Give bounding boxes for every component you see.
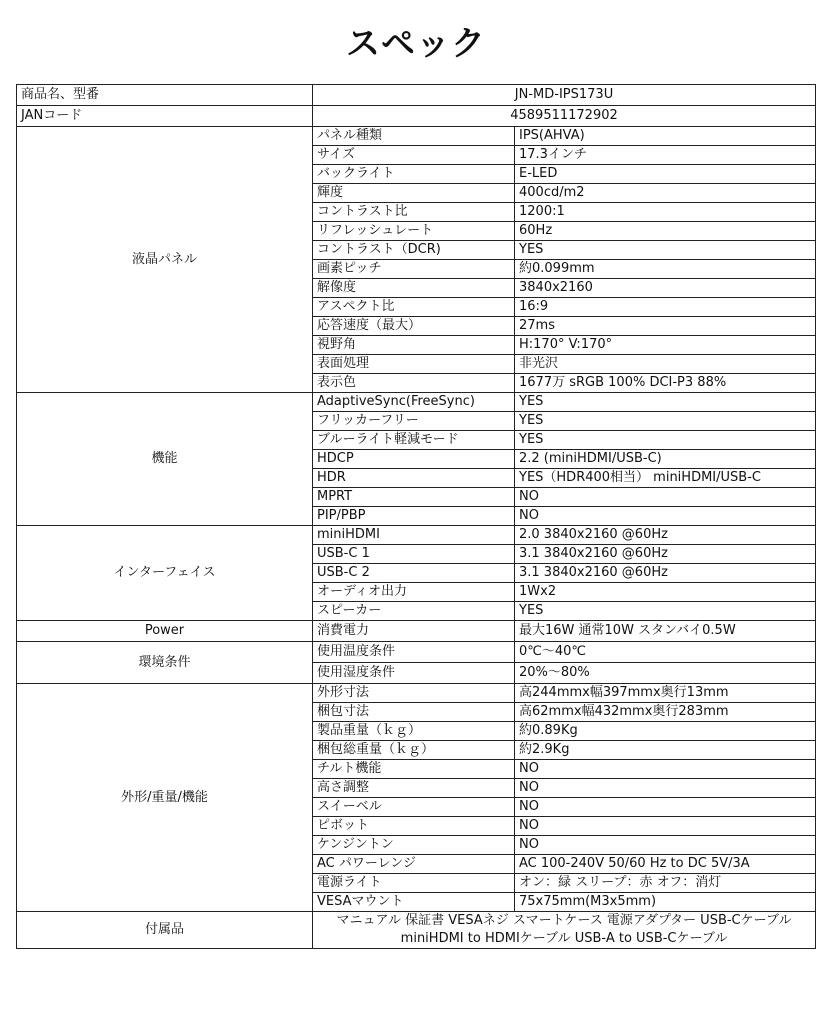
- spec-label: ピボット: [313, 817, 515, 836]
- spec-value: 1Wx2: [515, 583, 816, 602]
- spec-label: バックライト: [313, 165, 515, 184]
- accessories-value: [313, 912, 816, 949]
- spec-label: 消費電力: [313, 621, 515, 642]
- spec-label: チルト機能: [313, 760, 515, 779]
- spec-label: 解像度: [313, 279, 515, 298]
- spec-label: AC パワーレンジ: [313, 855, 515, 874]
- spec-value: 約2.9Kg: [515, 741, 816, 760]
- group-label: 環境条件: [17, 642, 313, 684]
- spec-label: ケンジントン: [313, 836, 515, 855]
- spec-label: 使用温度条件: [313, 642, 515, 663]
- spec-value: 2.2 (miniHDMI/USB-C): [515, 450, 816, 469]
- spec-label: USB-C 2: [313, 564, 515, 583]
- group-label: インターフェイス: [17, 526, 313, 621]
- table-row: [17, 621, 816, 642]
- spec-value: 約0.099mm: [515, 260, 816, 279]
- spec-value: YES（HDR400相当） miniHDMI/USB-C: [515, 469, 816, 488]
- spec-value: IPS(AHVA): [515, 127, 816, 146]
- spec-value: NO: [515, 507, 816, 526]
- spec-label: 商品名、型番: [17, 85, 313, 106]
- spec-value: NO: [515, 488, 816, 507]
- group-label: 液晶パネル: [17, 127, 313, 393]
- spec-value: 3.1 3840x2160 @60Hz: [515, 545, 816, 564]
- spec-label: 表面処理: [313, 355, 515, 374]
- spec-value: NO: [515, 836, 816, 855]
- spec-value: YES: [515, 412, 816, 431]
- table-row: [17, 127, 816, 146]
- spec-value: NO: [515, 779, 816, 798]
- spec-label: 使用湿度条件: [313, 663, 515, 684]
- spec-value: NO: [515, 798, 816, 817]
- spec-value: 27ms: [515, 317, 816, 336]
- spec-value: NO: [515, 817, 816, 836]
- spec-label: フリッカーフリー: [313, 412, 515, 431]
- accessories-line: マニュアル 保証書 VESAネジ スマートケース 電源アダプター USB-Cケーブル: [336, 913, 792, 928]
- spec-label: miniHDMI: [313, 526, 515, 545]
- spec-label: 視野角: [313, 336, 515, 355]
- spec-value: 400cd/m2: [515, 184, 816, 203]
- spec-value: YES: [515, 241, 816, 260]
- spec-value: 高62mmx幅432mmx奥行283mm: [515, 703, 816, 722]
- table-row: [17, 85, 816, 106]
- spec-label: VESAマウント: [313, 893, 515, 912]
- spec-value: 16:9: [515, 298, 816, 317]
- group-label: 機能: [17, 393, 313, 526]
- spec-label: USB-C 1: [313, 545, 515, 564]
- spec-label: サイズ: [313, 146, 515, 165]
- spec-value: 最大16W 通常10W スタンバイ0.5W: [515, 621, 816, 642]
- spec-label: 製品重量（ｋｇ）: [313, 722, 515, 741]
- spec-label: 梱包総重量（ｋｇ）: [313, 741, 515, 760]
- spec-label: オーディオ出力: [313, 583, 515, 602]
- spec-label: 高さ調整: [313, 779, 515, 798]
- spec-value: 1677万 sRGB 100% DCI-P3 88%: [515, 374, 816, 393]
- spec-label: HDR: [313, 469, 515, 488]
- spec-value: 3.1 3840x2160 @60Hz: [515, 564, 816, 583]
- spec-label: 電源ライト: [313, 874, 515, 893]
- group-label: Power: [17, 621, 313, 642]
- spec-value: H:170° V:170°: [515, 336, 816, 355]
- spec-label: 画素ピッチ: [313, 260, 515, 279]
- spec-value: 60Hz: [515, 222, 816, 241]
- spec-value: YES: [515, 602, 816, 621]
- spec-label: パネル種類: [313, 127, 515, 146]
- spec-label: ブルーライト軽減モード: [313, 431, 515, 450]
- spec-label: アスペクト比: [313, 298, 515, 317]
- page-title: スペック: [346, 24, 486, 64]
- spec-label: 応答速度（最大）: [313, 317, 515, 336]
- table-row: [17, 684, 816, 703]
- spec-value: 17.3インチ: [515, 146, 816, 165]
- spec-value: 20%～80%: [515, 663, 816, 684]
- spec-value: 2.0 3840x2160 @60Hz: [515, 526, 816, 545]
- spec-label: 表示色: [313, 374, 515, 393]
- spec-label: スピーカー: [313, 602, 515, 621]
- spec-value: 約0.89Kg: [515, 722, 816, 741]
- table-row: [17, 393, 816, 412]
- spec-value: 非光沢: [515, 355, 816, 374]
- spec-value: 3840x2160: [515, 279, 816, 298]
- spec-value: JN-MD-IPS173U: [313, 85, 816, 106]
- spec-label: JANコード: [17, 106, 313, 127]
- group-label: 外形/重量/機能: [17, 684, 313, 912]
- spec-label: リフレッシュレート: [313, 222, 515, 241]
- spec-value: 75x75mm(M3x5mm): [515, 893, 816, 912]
- spec-label: 梱包寸法: [313, 703, 515, 722]
- spec-value: 4589511172902: [313, 106, 816, 127]
- table-row: [17, 526, 816, 545]
- spec-label: AdaptiveSync(FreeSync): [313, 393, 515, 412]
- table-row: [17, 106, 816, 127]
- accessories-label: 付属品: [17, 912, 313, 949]
- spec-value: 0℃～40℃: [515, 642, 816, 663]
- spec-value: 高244mmx幅397mmx奥行13mm: [515, 684, 816, 703]
- table-row: [17, 642, 816, 663]
- spec-label: PIP/PBP: [313, 507, 515, 526]
- spec-label: コントラスト比: [313, 203, 515, 222]
- spec-value: オン：緑 スリープ：赤 オフ：消灯: [515, 874, 816, 893]
- spec-value: YES: [515, 393, 816, 412]
- spec-label: MPRT: [313, 488, 515, 507]
- spec-value: 1200:1: [515, 203, 816, 222]
- spec-value: E-LED: [515, 165, 816, 184]
- spec-label: コントラスト（DCR): [313, 241, 515, 260]
- spec-label: 外形寸法: [313, 684, 515, 703]
- spec-value: AC 100-240V 50/60 Hz to DC 5V/3A: [515, 855, 816, 874]
- spec-label: HDCP: [313, 450, 515, 469]
- spec-table: [16, 84, 816, 949]
- spec-value: YES: [515, 431, 816, 450]
- accessories-line: miniHDMI to HDMIケーブル USB-A to USB-Cケーブル: [400, 931, 728, 946]
- spec-label: 輝度: [313, 184, 515, 203]
- spec-value: NO: [515, 760, 816, 779]
- spec-label: スイーベル: [313, 798, 515, 817]
- table-row: [17, 912, 816, 949]
